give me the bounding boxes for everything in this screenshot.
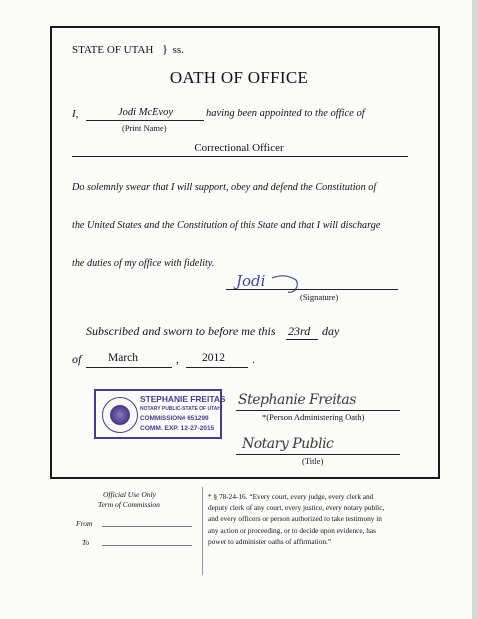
- footnote-line: deputy clerk of any court, every justice, every notary public,: [208, 503, 385, 513]
- sworn-text: Subscribed and sworn to before me this: [86, 324, 276, 338]
- administrator-caption: *(Person Administering Oath): [262, 412, 365, 422]
- stamp-commission: COMMISSION# 651299: [140, 415, 209, 422]
- signature-caption: (Signature): [300, 292, 339, 302]
- footnote-line: any action or proceeding, or to decide upon evidence, has: [208, 525, 376, 535]
- oath-line-2: the United States and the Constitution of this State and that I will discharge: [72, 220, 381, 231]
- date-comma: ,: [176, 352, 179, 366]
- from-line: [102, 526, 192, 527]
- date-period: .: [252, 352, 255, 366]
- name-underline: [86, 120, 204, 121]
- stamp-expiration: COMM. EXP. 12-27-2015: [140, 425, 215, 432]
- office-underline: [72, 156, 408, 157]
- of-word: of: [72, 352, 82, 366]
- month-underline: [86, 367, 172, 368]
- title-underline: [236, 454, 400, 455]
- footnote-line: * § 78-24-16. “Every court, every judge, every clerk and: [208, 492, 374, 501]
- footer-divider: [202, 487, 203, 575]
- term-heading: Term of Commission: [98, 500, 160, 509]
- state-seal-icon: [102, 397, 138, 433]
- i-prefix: I,: [72, 108, 79, 120]
- signature-underline: [226, 289, 398, 290]
- notary-stamp: [94, 389, 226, 439]
- official-use-heading: Official Use Only: [103, 490, 156, 499]
- stamp-line-1: NOTARY PUBLIC-STATE OF UTAH: [140, 406, 222, 412]
- year-value: 2012: [202, 352, 225, 364]
- from-label: From: [76, 519, 93, 528]
- state-label: STATE OF UTAH: [72, 44, 154, 56]
- print-name-value: Jodi McEvoy: [118, 107, 174, 118]
- signature-handwriting: Jodi: [236, 272, 266, 290]
- state-line: [72, 42, 184, 57]
- ss-label: ss.: [172, 44, 184, 56]
- administrator-handwriting: Stephanie Freitas: [238, 392, 356, 408]
- oath-line-1: Do solemnly swear that I will support, obey and defend the Constitution of: [72, 182, 377, 193]
- page-title: OATH OF OFFICE: [169, 68, 309, 87]
- footnote-line: power to administer oaths of affirmation.”: [208, 536, 332, 546]
- statute-footnote: [208, 491, 384, 547]
- oath-line-3: the duties of my office with fidelity.: [72, 258, 215, 269]
- office-value: Correctional Officer: [194, 142, 284, 154]
- administrator-underline: [236, 410, 400, 411]
- stamp-name: STEPHANIE FREITAS: [140, 394, 226, 404]
- to-line: [102, 545, 192, 546]
- title-handwriting: Notary Public: [242, 436, 334, 452]
- appointment-text: having been appointed to the office of: [206, 108, 365, 119]
- page-edge: [472, 0, 478, 619]
- footnote-line: and every officers or person authorized to take testimony in: [208, 514, 382, 524]
- month-value: March: [108, 352, 139, 364]
- day-value: 23rd: [288, 324, 311, 338]
- title-caption: (Title): [302, 456, 324, 466]
- print-name-caption: (Print Name): [122, 123, 167, 133]
- year-underline: [186, 367, 248, 368]
- to-label: To: [82, 538, 90, 547]
- day-underline: [286, 339, 318, 340]
- brace-symbol: }: [162, 42, 168, 56]
- day-word: day: [322, 324, 340, 338]
